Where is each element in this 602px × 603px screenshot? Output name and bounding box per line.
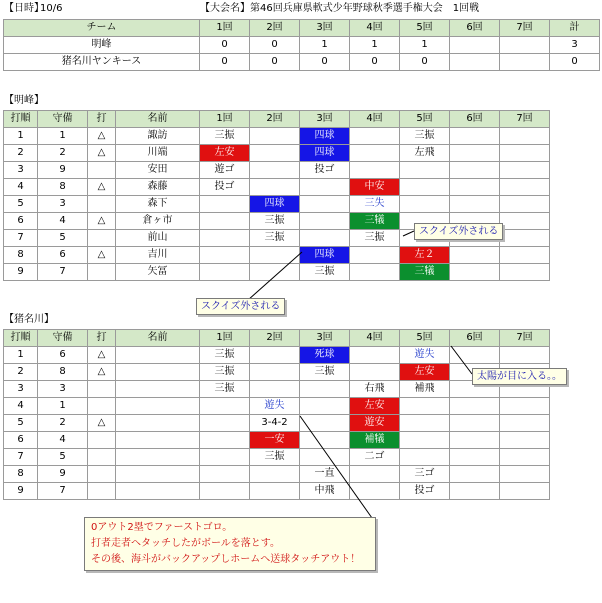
fielding-position: 8 [38,179,88,196]
bat-side-mark: △ [88,415,116,432]
at-bat-result: 補犠 [350,432,400,449]
at-bat-result: 投ゴ [400,483,450,500]
meiho-col-header: 2回 [250,111,300,128]
player-name: 諏訪 [116,128,200,145]
at-bat-result: 左飛 [400,145,450,162]
batting-order: 4 [4,398,38,415]
inning-score: 0 [250,54,300,71]
scoreboard-col-header: 4回 [350,20,400,37]
at-bat-result: 一直 [300,466,350,483]
scoreboard-col-header: 7回 [500,20,550,37]
at-bat-result: 左安 [350,398,400,415]
player-name: 矢冨 [116,264,200,281]
player-name: 吉川 [116,247,200,264]
event-title: 第46回兵庫県軟式少年野球秋季選手権大会 1回戦 [250,3,480,14]
at-bat-result: 遊失 [250,398,300,415]
fielding-position: 1 [38,398,88,415]
inagawa-col-header: 7回 [500,330,550,347]
batting-order: 5 [4,415,38,432]
fielding-position: 5 [38,230,88,247]
batting-order: 2 [4,145,38,162]
inning-score: 1 [350,37,400,54]
at-bat-result: 三振 [250,213,300,230]
inning-score: 0 [300,54,350,71]
batting-order: 3 [4,162,38,179]
at-bat-result: 三失 [350,196,400,213]
at-bat-result: 三犠 [350,213,400,230]
team-name: 猪名川ヤンキース [4,54,200,71]
fielding-position: 7 [38,483,88,500]
meiho-section-title: 【明峰】 [4,95,44,106]
at-bat-result: 左安 [200,145,250,162]
at-bat-result: 三振 [250,449,300,466]
inning-score: 1 [300,37,350,54]
inagawa-col-header: 4回 [350,330,400,347]
date-label: 【日時】 [4,3,44,14]
at-bat-result: 遊安 [350,415,400,432]
scoreboard-col-header: 計 [550,20,600,37]
at-bat-result: 四球 [300,247,350,264]
fielding-position: 6 [38,347,88,364]
at-bat-result: 二ゴ [350,449,400,466]
at-bat-result: 三振 [200,128,250,145]
at-bat-result: 死球 [300,347,350,364]
play-line-1: 0アウト2塁でファーストゴロ。 [91,522,233,533]
at-bat-result: 中安 [350,179,400,196]
batting-order: 9 [4,483,38,500]
meiho-col-header: 打 [88,111,116,128]
bat-side-mark: △ [88,145,116,162]
at-bat-result: 遊ゴ [200,162,250,179]
fielding-position: 9 [38,162,88,179]
fielding-position: 8 [38,364,88,381]
fielding-position: 6 [38,247,88,264]
bat-side-mark: △ [88,364,116,381]
scoreboard-col-header: 3回 [300,20,350,37]
inagawa-col-header: 3回 [300,330,350,347]
fielding-position: 3 [38,381,88,398]
batting-order: 3 [4,381,38,398]
at-bat-result: 三犠 [400,264,450,281]
batting-order: 2 [4,364,38,381]
batting-order: 8 [4,466,38,483]
fielding-position: 7 [38,264,88,281]
scoreboard-col-header: 6回 [450,20,500,37]
meiho-col-header: 5回 [400,111,450,128]
at-bat-result: 三振 [300,364,350,381]
at-bat-result: 補飛 [400,381,450,398]
at-bat-result: 一安 [250,432,300,449]
batting-order: 8 [4,247,38,264]
at-bat-result: 三振 [250,230,300,247]
team-name: 明峰 [4,37,200,54]
inagawa-col-header: 5回 [400,330,450,347]
bat-side-mark: △ [88,247,116,264]
bat-side-mark: △ [88,347,116,364]
at-bat-result: 四球 [250,196,300,213]
at-bat-result: 三振 [200,364,250,381]
batting-order: 5 [4,196,38,213]
player-name: 安田 [116,162,200,179]
player-name: 川端 [116,145,200,162]
batting-order: 1 [4,128,38,145]
play-description-callout [84,517,376,571]
fielding-position: 1 [38,128,88,145]
fielding-position: 4 [38,213,88,230]
inagawa-col-header: 守備 [38,330,88,347]
meiho-col-header: 6回 [450,111,500,128]
inagawa-col-header: 打 [88,330,116,347]
fielding-position: 2 [38,145,88,162]
meiho-col-header: 1回 [200,111,250,128]
batting-order: 9 [4,264,38,281]
at-bat-result: 三振 [200,347,250,364]
inning-score: 0 [350,54,400,71]
inagawa-col-header: 打順 [4,330,38,347]
batting-order: 6 [4,213,38,230]
bat-side-mark: △ [88,179,116,196]
batting-order: 7 [4,449,38,466]
fielding-position: 3 [38,196,88,213]
date-value: 10/6 [40,3,63,14]
at-bat-result: 3-4-2 [250,415,300,432]
inning-score: 0 [200,54,250,71]
at-bat-result: 左安 [400,364,450,381]
fielding-position: 2 [38,415,88,432]
squeeze-callout-meiho-6: スクイズ外される [414,223,503,240]
scoreboard-col-header: チーム [4,20,200,37]
player-name: 森藤 [116,179,200,196]
at-bat-result: 右飛 [350,381,400,398]
total-score: 3 [550,37,600,54]
inning-score: 0 [400,54,450,71]
player-name: 倉ヶ市 [116,213,200,230]
inagawa-col-header: 1回 [200,330,250,347]
scoreboard-col-header: 2回 [250,20,300,37]
meiho-col-header: 3回 [300,111,350,128]
inagawa-col-header: 6回 [450,330,500,347]
meiho-col-header: 守備 [38,111,88,128]
total-score: 0 [550,54,600,71]
inagawa-section-title: 【猪名川】 [4,314,54,325]
player-name: 森下 [116,196,200,213]
at-bat-result: 中飛 [300,483,350,500]
inagawa-col-header: 名前 [116,330,200,347]
meiho-col-header: 名前 [116,111,200,128]
meiho-col-header: 4回 [350,111,400,128]
inagawa-col-header: 2回 [250,330,300,347]
at-bat-result: 三振 [300,264,350,281]
fielding-position: 5 [38,449,88,466]
at-bat-result: 左２ [400,247,450,264]
at-bat-result: 三ゴ [400,466,450,483]
meiho-col-header: 7回 [500,111,550,128]
scoreboard-col-header: 1回 [200,20,250,37]
at-bat-result: 四球 [300,145,350,162]
bat-side-mark: △ [88,128,116,145]
inning-score: 1 [400,37,450,54]
sun-callout: 太陽が目に入る。。 [472,368,567,385]
at-bat-result: 三振 [200,381,250,398]
batting-order: 7 [4,230,38,247]
batting-order: 1 [4,347,38,364]
bat-side-mark: △ [88,213,116,230]
meiho-col-header: 打順 [4,111,38,128]
at-bat-result: 投ゴ [300,162,350,179]
fielding-position: 4 [38,432,88,449]
play-line-3: その後、海斗がバックアップしホームへ送球タッチアウト！ [91,554,361,565]
batting-order: 6 [4,432,38,449]
at-bat-result: 遊失 [400,347,450,364]
at-bat-result: 三振 [350,230,400,247]
at-bat-result: 四球 [300,128,350,145]
at-bat-result: 投ゴ [200,179,250,196]
squeeze-callout-meiho-7: スクイズ外される [196,298,285,315]
scoreboard-col-header: 5回 [400,20,450,37]
event-label: 【大会名】 [200,3,250,14]
fielding-position: 9 [38,466,88,483]
inning-score: 0 [200,37,250,54]
play-line-2: 打者走者へタッチしたがボールを落とす。 [91,538,280,549]
player-name: 前山 [116,230,200,247]
at-bat-result: 三振 [400,128,450,145]
inning-score: 0 [250,37,300,54]
batting-order: 4 [4,179,38,196]
